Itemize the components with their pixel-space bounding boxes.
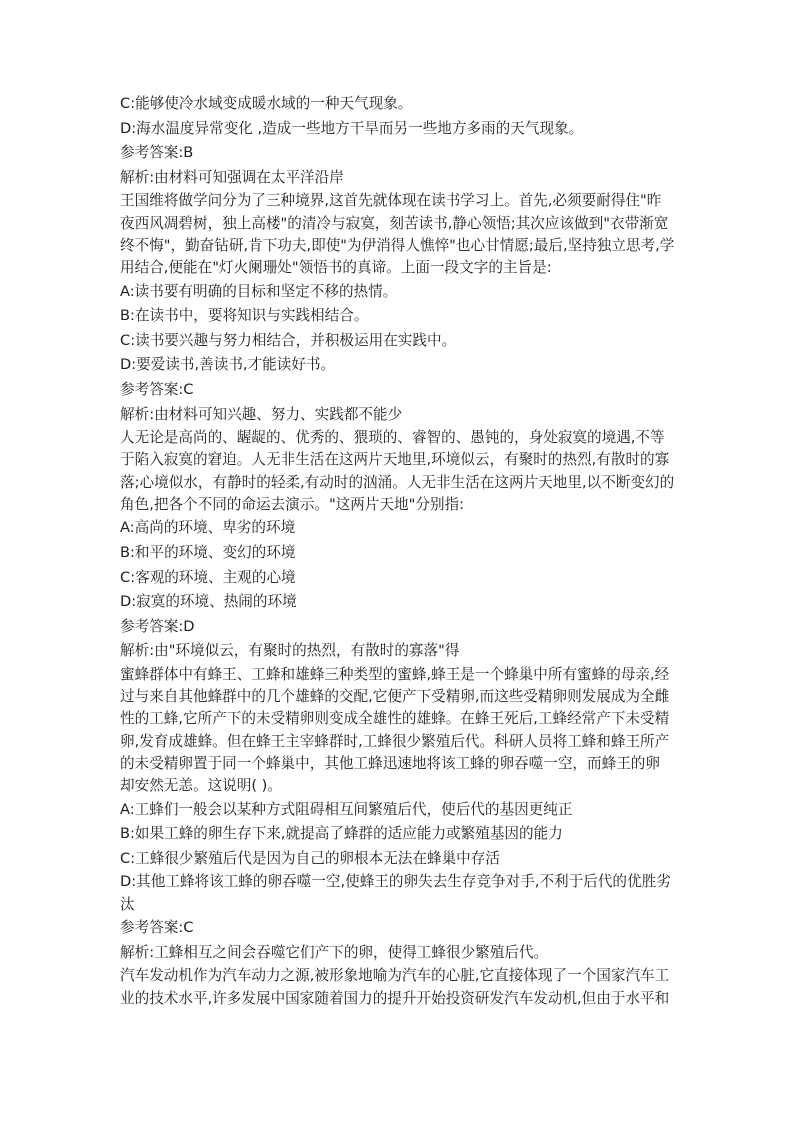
text-line: 的未受精卵置于同一个蜂巢中，其他工蜂迅速地将该工蜂的卵吞噬一空，而蜂王的卵 [120,755,660,773]
text-line: 过与来自其他蜂群中的几个雄蜂的交配,它便产下受精卵,而这些受精卵则发展成为全雌 [120,688,670,706]
text-line: 夜西风凋碧树，独上高楼"的清冷与寂寞，刻苦读书,静心领悟;其次应该做到"衣带渐宽 [120,214,669,232]
text-line: A:工蜂们一般会以某种方式阻碍相互间繁殖后代，使后代的基因更纯正 [120,800,573,818]
text-line: 解析:由材料可知强调在太平洋沿岸 [120,168,344,186]
text-line: 业的技术水平,许多发展中国家随着国力的提升开始投资研发汽车发动机,但由于水平和 [120,989,670,1007]
text-line: 卵,发育成雄蜂。但在蜂王主宰蜂群时,工蜂很少繁殖后代。科研人员将工蜂和蜂王所产 [120,732,670,750]
text-line: 王国维将做学问分为了三种境界,这首先就体现在读书学习上。首先,必须要耐得住"昨 [120,192,662,210]
text-line: 参考答案:C [120,380,194,398]
text-line: 解析:工蜂相互之间会吞噬它们产下的卵，使得工蜂很少繁殖后代。 [120,943,549,961]
text-line: 参考答案:C [120,919,194,937]
text-line: 却安然无恙。这说明( )。 [120,777,282,795]
text-line: C:读书要兴趣与努力相结合，并积极运用在实践中。 [120,331,457,349]
text-line: 汰 [120,895,135,913]
text-line: C:能够使冷水域变成暖水域的一种天气现象。 [120,95,413,112]
text-line: 于陷入寂寞的窘迫。人无非生活在这两片天地里,环境似云，有聚时的热烈,有散时的寡 [120,451,670,469]
text-line: B:和平的环境、变幻的环境 [120,543,296,561]
text-line: D:海水温度异常变化 ,造成一些地方干旱而另一些地方多雨的天气现象。 [120,119,584,137]
text-line: A:读书要有明确的目标和坚定不移的热情。 [120,282,398,300]
text-line: 用结合,便能在"灯火阑珊处"领悟书的真谛。上面一段文字的主旨是: [120,259,552,277]
text-line: D:要爱读书,善读书,才能读好书。 [120,356,336,374]
text-line: 汽车发动机作为汽车动力之源,被形象地喻为汽车的心脏,它直接体现了一个国家汽车工 [120,967,670,985]
text-line: B:如果工蜂的卵生存下来,就提高了蜂群的适应能力或繁殖基因的能力 [120,825,563,843]
document-page [120,92,685,1010]
text-line: 性的工蜂,它所产下的未受精卵则变成全雄性的雄蜂。在蜂王死后,工蜂经常产下未受精 [120,710,670,728]
text-line: 角色,把各个不同的命运去演示。"这两片天地"分别指: [120,496,465,514]
text-line: A:高尚的环境、卑劣的环境 [120,519,296,537]
text-line: D:寂寞的环境、热闹的环境 [120,593,297,611]
text-line: 终不悔"，勤奋钻研,肯下功夫,即使"为伊消得人憔悴"也心甘情愿;最后,坚持独立思考,学 [120,236,675,254]
text-line: 解析:由材料可知兴趣、努力、实践都不能少 [120,405,403,423]
text-line: D:其他工蜂将该工蜂的卵吞噬一空,使蜂王的卵失去生存竞争对手,不利于后代的优胜劣 [120,873,671,891]
text-line: 蜜蜂群体中有蜂王、工蜂和雄蜂三种类型的蜜蜂,蜂王是一个蜂巢中所有蜜蜂的母亲,经 [120,665,670,683]
text-line: C:客观的环境、主观的心境 [120,568,296,586]
text-line: 落;心境似水，有静时的轻柔,有动时的汹涌。人无非生活在这两片天地里,以不断变幻的 [120,473,675,491]
text-line: B:在读书中，要将知识与实践相结合。 [120,307,369,325]
text-line: 解析:由"环境似云，有聚时的热烈，有散时的寡落"得 [120,642,460,660]
text-line: 参考答案:D [120,617,195,635]
text-line: 人无论是高尚的、龌龊的、优秀的、猥琐的、睿智的、愚钝的，身处寂寞的境遇,不等 [120,429,665,447]
text-line: C:工蜂很少繁殖后代是因为自己的卵根本无法在蜂巢中存活 [120,849,500,867]
text-line: 参考答案:B [120,144,194,162]
